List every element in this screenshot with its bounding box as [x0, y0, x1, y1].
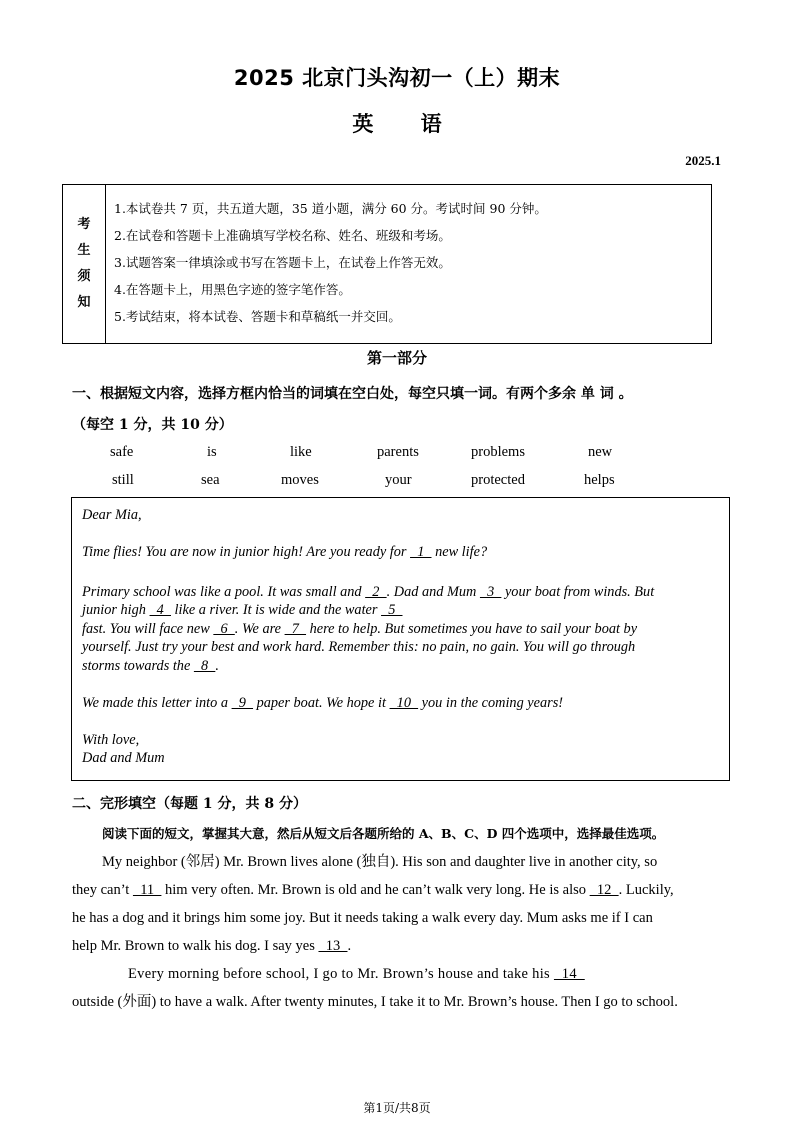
letter-text: .: [215, 657, 219, 674]
word-bank-item: still: [112, 472, 134, 488]
letter-text: Time flies! You are now in junior high! Are you ready for: [82, 544, 411, 560]
notice-label-char: 知: [77, 295, 91, 310]
letter-text: here to help. But sometimes you have to sail your boat by: [306, 620, 638, 637]
letter-line: [82, 601, 719, 620]
section1-score: （每空 1 分，共 10 分）: [72, 417, 233, 433]
blank-4[interactable]: 4: [149, 602, 171, 618]
word-bank-item: helps: [584, 472, 615, 488]
word-bank-item: problems: [471, 444, 525, 460]
word-bank-item: new: [588, 444, 613, 460]
blank-5[interactable]: 5: [381, 602, 403, 618]
letter-box: [71, 497, 730, 781]
word-bank-item: your: [385, 472, 412, 488]
passage-line: he has a dog and it brings him some joy. But it needs taking a walk every day. Mum asks me if I can: [72, 910, 653, 926]
passage-text: Every morning before school, I go to Mr. Brown’s house and take his: [128, 966, 554, 982]
letter-text: junior high: [82, 602, 150, 618]
passage-text: help Mr. Brown to walk his dog. I say yes: [72, 938, 319, 954]
blank-9[interactable]: 9: [231, 694, 254, 711]
letter-closing: With love,: [82, 731, 140, 748]
word-bank-item: moves: [281, 472, 319, 488]
exam-date: 2025.1: [685, 153, 721, 168]
notice-item: 3.试题答案一律填涂或书写在答题卡上，在试卷上作答无效。: [114, 255, 451, 270]
blank-13[interactable]: 13: [318, 938, 348, 954]
letter-text: . Dad and Mum: [386, 583, 480, 600]
letter-text: paper boat. We hope it: [253, 694, 390, 711]
notice-label-char: 考: [77, 217, 91, 232]
exam-notice-box: [62, 184, 712, 344]
passage-line: My neighbor (邻居) Mr. Brown lives alone (独自). His son and daughter live in another city, so: [102, 854, 658, 870]
subject-title: 英 语: [352, 112, 442, 136]
notice-item: 2.在试卷和答题卡上准确填写学校名称、姓名、班级和考场。: [114, 228, 451, 243]
passage-line: [72, 932, 724, 960]
letter-paragraph: [82, 583, 719, 602]
page-title: 2025 北京门头沟初一（上）期末: [233, 66, 561, 90]
passage-line: [72, 876, 724, 904]
passage-text: . Luckily,: [618, 882, 674, 898]
blank-12[interactable]: 12: [589, 882, 619, 898]
letter-text: storms towards the: [82, 657, 194, 674]
passage-line: outside (外面) to have a walk. After twenty minutes, I take it to Mr. Brown’s house. Then I go to school.: [72, 994, 678, 1010]
section2-instruction: 阅读下面的短文，掌握其大意，然后从短文后各题所给的 A、B、C、D 四个选项中，选择最佳选项。: [102, 826, 665, 841]
word-bank-item: like: [290, 444, 312, 460]
letter-line: [82, 620, 719, 639]
word-bank-item: parents: [377, 444, 419, 460]
letter-text: your boat from winds. But: [501, 583, 655, 600]
letter-line: [82, 657, 719, 676]
notice-item: 4.在答题卡上，用黑色字迹的签字笔作答。: [114, 282, 351, 297]
blank-6[interactable]: 6: [213, 620, 235, 637]
word-bank-item: protected: [471, 472, 525, 488]
blank-11[interactable]: 11: [132, 882, 162, 898]
blank-1[interactable]: 1: [410, 544, 432, 560]
section2-title: 二、完形填空（每题 1 分，共 8 分）: [72, 796, 307, 812]
word-bank-item: safe: [110, 444, 134, 460]
letter-line: yourself. Just try your best and work hard. Remember this: no pain, no gain. You will go through: [82, 639, 636, 655]
passage-text: they can’t: [72, 882, 133, 898]
notice-label-char: 须: [77, 269, 91, 284]
letter-text: . We are: [234, 620, 285, 637]
letter-greeting: Dear Mia,: [82, 507, 142, 523]
notice-label: [63, 185, 106, 343]
letter-text: you in the coming years!: [418, 694, 564, 711]
letter-text: like a river. It is wide and the water: [170, 602, 382, 618]
cloze-passage: [72, 848, 724, 1016]
notice-label-char: 生: [77, 243, 91, 258]
letter-paragraph: [82, 543, 719, 562]
notice-items: [106, 185, 711, 343]
letter-paragraph: [82, 694, 719, 713]
passage-text: him very often. Mr. Brown is old and he can’t walk very long. He is also: [161, 882, 590, 898]
passage-line: [72, 960, 724, 988]
word-bank-item: is: [207, 444, 217, 460]
part-title: 第一部分: [366, 349, 427, 367]
notice-item: 5.考试结束，将本试卷、答题卡和草稿纸一并交回。: [114, 309, 401, 324]
letter-signature: Dad and Mum: [82, 750, 165, 766]
letter-text: fast. You will face new: [82, 620, 214, 637]
letter-text: Primary school was like a pool. It was small and: [82, 583, 366, 600]
blank-14[interactable]: 14: [553, 966, 585, 982]
blank-7[interactable]: 7: [284, 620, 307, 637]
letter-text: We made this letter into a: [82, 694, 232, 711]
blank-2[interactable]: 2: [365, 583, 387, 600]
word-bank-item: sea: [201, 472, 220, 488]
blank-10[interactable]: 10: [389, 694, 419, 711]
blank-8[interactable]: 8: [193, 657, 216, 674]
blank-3[interactable]: 3: [479, 583, 502, 600]
notice-item: 1.本试卷共 7 页，共五道大题，35 道小题，满分 60 分。考试时间 90 分钟。: [114, 201, 547, 216]
page-footer: 第1页/共8页: [363, 1101, 431, 1115]
passage-text: .: [347, 938, 352, 954]
section1-title: 一、根据短文内容，选择方框内恰当的词填在空白处，每空只填一词。有两个多余 单 词 。: [72, 386, 633, 402]
letter-text: new life?: [431, 544, 488, 560]
